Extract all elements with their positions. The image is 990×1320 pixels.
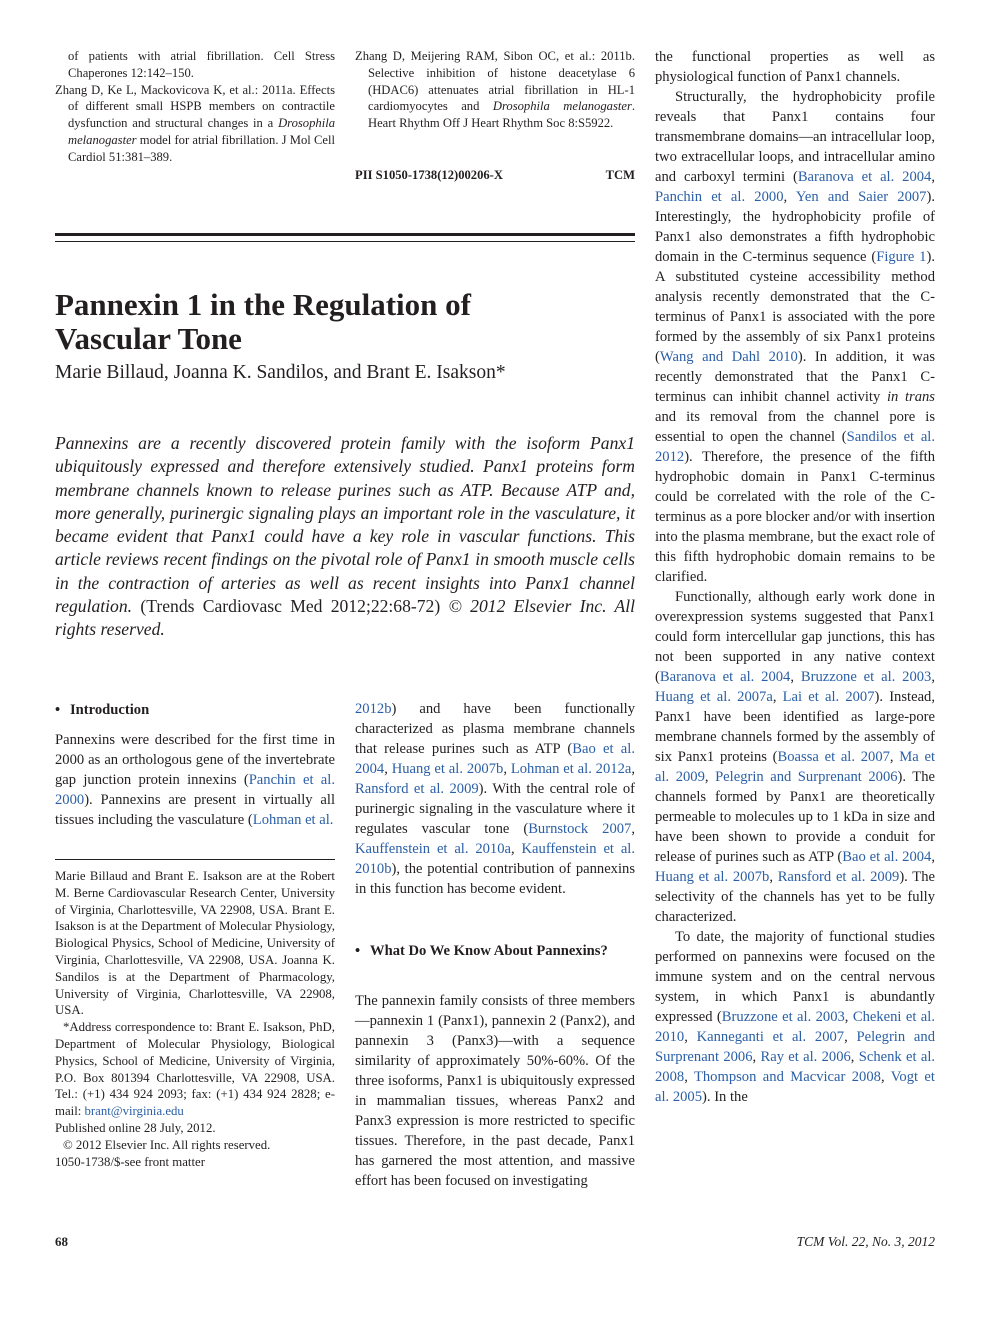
affiliation-rule [55, 859, 335, 860]
what-do-we-know-paragraph: The pannexin family consists of three members—pannexin 1 (Panx1), pannexin 2 (Panx2), and pannexin 3 (Panx3)—with a sequence similarity of approximately 50%-60%. Of the three isoforms, Panx1 is ubiquitously expressed in mammalian tissues, whereas Panx2 and Panx3 expression is more restricted to specific tissues. Therefore, in the past decade, Panx1 has garnered the most attention, and massive effort has been focused on investigating [355, 993, 635, 1189]
correspondence: *Address correspondence to: Brant E. Isakson, PhD, Department of Molecular Physiology, Biological Physics, School of Medicine, University of Virginia, P.O. Box 801394 Charlottesville, VA 22908, USA. Tel.: (+1) 434 924 2093; fax: (+1) 434 924 2828; e-mail: brant@virginia.edu [55, 1020, 335, 1119]
journal-issue: TCM Vol. 22, No. 3, 2012 [796, 1234, 935, 1249]
issn-line: 1050-1738/$-see front matter [55, 1154, 205, 1169]
abstract-citation: (Trends Cardiovasc Med 2012;22:68-72) [132, 596, 449, 617]
abstract [55, 432, 635, 642]
section-heading-what-do-we-know: • What Do We Know About Pannexins? [355, 943, 608, 959]
bullet-icon: • [355, 943, 361, 959]
reference-zhang-2011a: Zhang D, Ke L, Mackovicova K, et al.: 2011a. Effects of different small HSPB members on contractile dysfunction and structural changes in a Drosophila melanogaster model for atrial fibrillation. J Mol Cell Cardiol 51:381–389. [55, 82, 335, 164]
page-number: 68 [55, 1234, 68, 1249]
affiliations [55, 868, 335, 1170]
article-authors: Marie Billaud, Joanna K. Sandilos, and Brant E. Isakson* [55, 362, 506, 383]
journal-abbreviation: TCM [605, 168, 635, 182]
references-left [55, 48, 335, 166]
middle-column-intro-continued: 2012b) and have been functionally characterized as plasma membrane channels that release purines such as ATP (Bao et al. 2004, Huang et al. 2007b, Lohman et al. 2012a, Ransford et al. 2009). With the central role of purinergic signaling in the vasculature where it regulates vascular tone (Burnstock 2007, Kauffenstein et al. 2010a, Kauffenstein et al. 2010b), the potential contribution of pannexins in this function has become evident. [355, 701, 635, 897]
section-heading-introduction: • Introduction [55, 702, 150, 718]
right-column: the functional properties as well as physiological function of Panx1 channels. Structurally, the hydrophobicity profile reveals that Panx1 contains four transmembrane domains—an intracellular loop, two extracellular loops, and intracellular amino and carboxyl termini (Baranova et al. 2004, Panchin et al. 2000, Yen and Saier 2007). Interestingly, the hydrophobicity profile of Panx1 also demonstrates a fifth hydrophobic domain in the C-terminus sequence (Figure 1). A substituted cysteine accessibility method analysis recently demonstrated that the C-terminus of Panx1 is associated with the pore formed by the assembly of six Panx1 proteins (Wang and Dahl 2010). In addition, it was recently demonstrated that the Panx1 C-terminus can inhibit channel activity in trans and its removal from the channel pore is essential to open the channel (Sandilos et al. 2012). Therefore, the presence of the fifth hydrophobic domain in Panx1 C-terminus could be correlated with the role of the C-terminus as a pore blocker and/or with insertion into the plasma membrane, but the exact role of this fifth hydrophobic domain remains to be clarified. Functionally, although early work done in overexpression systems suggested that Panx1 could form intercellular gap junctions, this has not been supported in any native context (Baranova et al. 2004, Bruzzone et al. 2003, Huang et al. 2007a, Lai et al. 2007). Instead, Panx1 have been identified as large-pore membrane channels formed by the assembly of six Panx1 proteins (Boassa et al. 2007, Ma et al. 2009, Pelegrin and Surprenant 2006). The channels formed by Panx1 are theoretically permeable to molecules up to 1 kDa in size and have been shown to provide a conduit for release of purines such as ATP (Bao et al. 2004, Huang et al. 2007b, Ransford et al. 2009). The selectivity of the channels has yet to be fully characterized. To date, the majority of functional studies performed on pannexins were focused on the immune system and on the central nervous system, in which Panx1 is abundantly expressed (Bruzzone et al. 2003, Chekeni et al. 2010, Kanneganti et al. 2007, Pelegrin and Surprenant 2006, Ray et al. 2006, Schenk et al. 2008, Thompson and Macvicar 2008, Vogt et al. 2005). In the [655, 49, 936, 1105]
references-middle [355, 48, 635, 132]
abstract-copyright: © 2012 Elsevier Inc. All rights reserved. [55, 596, 635, 640]
pii-line [355, 168, 635, 183]
pii-code: PII S1050-1738(12)00206-X [355, 168, 503, 182]
header-rule-thin [55, 241, 635, 242]
email-link[interactable]: brant@virginia.edu [84, 1104, 184, 1119]
author-affiliations: Marie Billaud and Brant E. Isakson are at the Robert M. Berne Cardiovascular Research Center, University of Virginia, Charlottesville, VA 22908, USA. Brant E. Isakson is at the Department of Molecular Physiology, Biological Physics, School of Medicine, University of Virginia, Charlottesville, VA 22908, USA. Joanna K. Sandilos is at the Department of Pharmacology, University of Virginia, Charlottesville, VA 22908, USA. [55, 869, 335, 1018]
article-title: Pannexin 1 in the Regulation of Vascular Tone [55, 287, 471, 356]
bullet-icon: • [55, 702, 61, 718]
copyright-line: © 2012 Elsevier Inc. All rights reserved. [63, 1137, 271, 1152]
header-rule-thick [55, 233, 635, 236]
introduction-paragraph: Pannexins were described for the first time in 2000 as an orthologous gene of the invertebrate gap junction protein innexins (Panchin et al. 2000). Pannexins are present in virtually all tissues including the vasculature (Lohman et al. [55, 732, 335, 828]
abstract-text: Pannexins are a recently discovered protein family with the isoform Panx1 ubiquitously expressed and therefore extensively studied. Panx1 proteins form membrane channels known to release purines such as ATP. Because ATP and, more generally, purinergic signaling plays an important role in the vasculature, it became evident that Panx1 could have a key role in vascular functions. This article reviews recent findings on the pivotal role of Panx1 in smooth muscle cells in the contraction of arteries as well as recent insights into Panx1 channel regulation. [55, 433, 635, 617]
reference-continued: of patients with atrial fibrillation. Cell Stress Chaperones 12:142–150. [68, 49, 335, 80]
reference-zhang-2011b: Zhang D, Meijering RAM, Sibon OC, et al.: 2011b. Selective inhibition of histone deacetylase 6 (HDAC6) attenuates atrial fibrillation in HL-1 cardiomyocytes and Drosophila melanogaster. Heart Rhythm Off J Heart Rhythm Soc 8:S5922. [355, 49, 635, 131]
published-date: Published online 28 July, 2012. [55, 1120, 216, 1135]
